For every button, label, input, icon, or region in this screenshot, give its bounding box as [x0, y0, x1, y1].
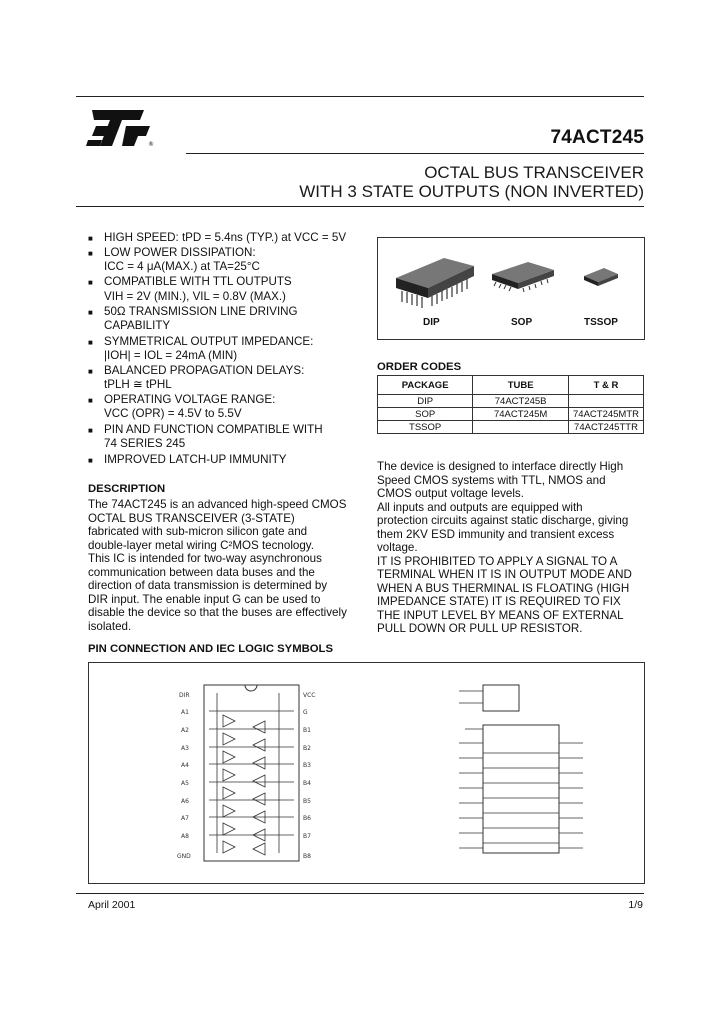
part-number: 74ACT245	[550, 127, 644, 148]
svg-text:A5: A5	[181, 780, 189, 787]
table-cell	[569, 395, 644, 408]
pin-connection-heading: PIN CONNECTION AND IEC LOGIC SYMBOLS	[88, 643, 333, 655]
svg-text:B6: B6	[303, 815, 311, 822]
footer-date: April 2001	[88, 899, 136, 911]
column-header: TUBE	[473, 376, 569, 395]
table-row	[378, 395, 644, 408]
table-row	[378, 408, 644, 421]
svg-text:A6: A6	[181, 798, 189, 805]
description-heading: DESCRIPTION	[88, 483, 166, 495]
svg-text:A8: A8	[181, 833, 189, 840]
svg-text:B3: B3	[303, 762, 311, 769]
sop-label: SOP	[511, 317, 533, 328]
svg-text:A1: A1	[181, 709, 189, 716]
dip-label: DIP	[423, 317, 440, 328]
title-rule	[186, 153, 644, 154]
top-rule	[76, 96, 644, 97]
table-cell: TSSOP	[378, 421, 473, 434]
svg-text:B2: B2	[303, 745, 311, 752]
device-notes-text: The device is designed to interface directly High Speed CMOS systems with TTL, NMOS and CMOS output voltage levels. All inputs and outputs are equipped with protection circuits against static discharge, giving them 2KV ESD immunity and transient excess voltage. IT IS PROHIBITED TO APPLY A SIGNAL TO A TERMINAL WHEN IT IS IN OUTPUT MODE AND WHEN A BUS THERMINAL IS FLOATING (HIGH IMPEDANCE STATE) IT IS REQUIRED TO FIX THE INPUT LEVEL BY MEANS OF EXTERNAL PULL DOWN OR PULL UP RESISTOR.	[377, 460, 632, 635]
right-pin-labels	[303, 692, 315, 860]
table-cell: 74ACT245B	[473, 395, 569, 408]
table-cell: DIP	[378, 395, 473, 408]
table-cell: 74ACT245M	[473, 408, 569, 421]
dip-pin-connection-diagram	[177, 685, 315, 861]
iec-logic-symbol	[459, 685, 583, 853]
table-row	[378, 421, 644, 434]
table-cell: 74ACT245TTR	[569, 421, 644, 434]
tssop-label: TSSOP	[584, 317, 618, 328]
order-codes-heading: ORDER CODES	[377, 361, 462, 373]
svg-text:A7: A7	[181, 815, 189, 822]
footer-rule	[76, 893, 644, 894]
sop-package-image	[492, 262, 554, 292]
left-pin-labels	[177, 692, 191, 860]
svg-text:GND: GND	[177, 853, 191, 860]
svg-text:B1: B1	[303, 727, 311, 734]
subtitle-line-1: OCTAL BUS TRANSCEIVER	[424, 163, 644, 182]
pin-diagram-box	[88, 662, 645, 884]
subtitle-line-2: WITH 3 STATE OUTPUTS (NON INVERTED)	[299, 182, 644, 201]
tssop-package-image	[584, 268, 618, 286]
column-header: T & R	[569, 376, 644, 395]
svg-text:B7: B7	[303, 833, 311, 840]
table-cell	[473, 421, 569, 434]
footer-page-number: 1/9	[628, 899, 643, 911]
package-images-box	[377, 237, 645, 340]
order-codes-table	[377, 375, 644, 434]
svg-text:B8: B8	[303, 853, 311, 860]
svg-text:VCC: VCC	[303, 692, 316, 699]
description-text: The 74ACT245 is an advanced high-speed CMOS OCTAL BUS TRANSCEIVER (3-STATE) fabricated with sub-micron silicon gate and double-layer metal wiring C²MOS tecnology. This IC is intended for two-way asynchronous communication between data buses and the direction of data transmission is determined by DIR input. The enable input G can be used to disable the device so that the buses are effectively isolated.	[88, 498, 347, 633]
svg-text:A2: A2	[181, 727, 189, 734]
table-cell: 74ACT245MTR	[569, 408, 644, 421]
svg-text:B5: B5	[303, 798, 311, 805]
column-header: PACKAGE	[378, 376, 473, 395]
svg-text:A4: A4	[181, 762, 189, 769]
svg-text:B4: B4	[303, 780, 311, 787]
svg-text:A3: A3	[181, 745, 189, 752]
st-logo	[86, 106, 158, 150]
table-header-row	[378, 376, 644, 395]
table-cell: SOP	[378, 408, 473, 421]
dip-package-image	[396, 258, 474, 308]
subtitle-rule	[76, 206, 644, 207]
svg-text:DIR: DIR	[179, 692, 190, 699]
svg-text:®: ®	[148, 141, 154, 148]
svg-text:G: G	[303, 709, 308, 716]
